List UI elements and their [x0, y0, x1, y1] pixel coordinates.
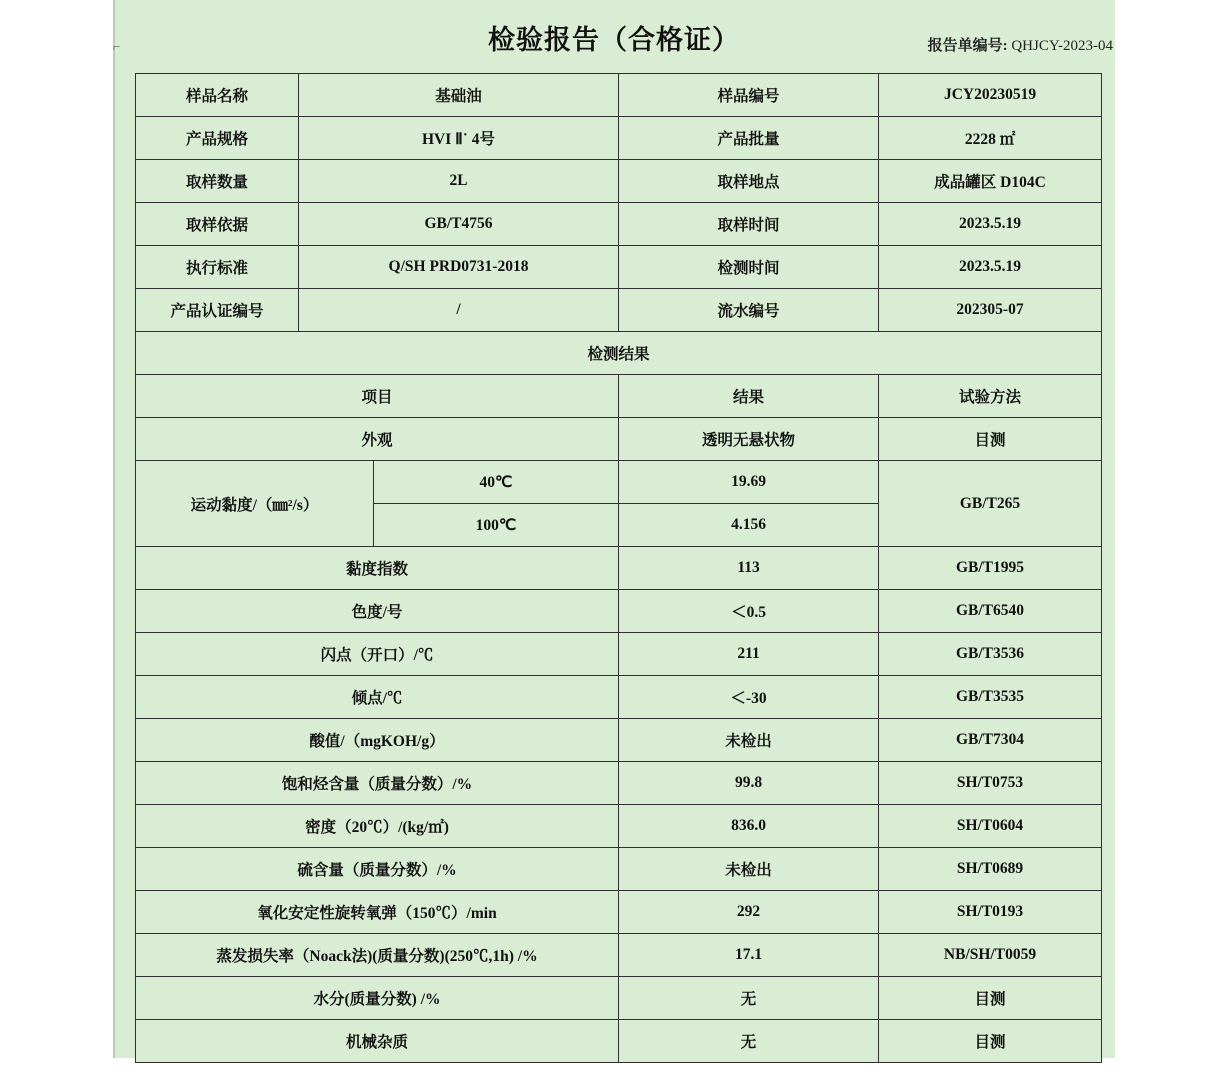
section-title-row	[136, 332, 1102, 375]
result-method-sulfur: SH/T0689	[879, 848, 1102, 891]
result-method-color: GB/T6540	[879, 590, 1102, 633]
table-row	[136, 246, 1102, 289]
table-row	[136, 676, 1102, 719]
result-method-flash-point: GB/T3536	[879, 633, 1102, 676]
table-row	[136, 461, 1102, 504]
table-row	[136, 805, 1102, 848]
table-row	[136, 719, 1102, 762]
info-label-batch: 产品批量	[619, 117, 879, 160]
result-item-noack: 蒸发损失率（Noack法)(质量分数)(250℃,1h) /%	[136, 934, 619, 977]
info-label-sampling-time: 取样时间	[619, 203, 879, 246]
table-row	[136, 762, 1102, 805]
result-item-oxidation-stability: 氧化安定性旋转氧弹（150℃）/min	[136, 891, 619, 934]
result-value-viscosity-40c: 19.69	[619, 461, 879, 504]
table-row	[136, 590, 1102, 633]
table-row	[136, 977, 1102, 1020]
info-label-serial-no: 流水编号	[619, 289, 879, 332]
result-value-water: 无	[619, 977, 879, 1020]
table-row	[136, 418, 1102, 461]
result-method-water: 目测	[879, 977, 1102, 1020]
result-method-acid-value: GB/T7304	[879, 719, 1102, 762]
result-value-acid-value: 未检出	[619, 719, 879, 762]
document-sheet	[113, 0, 1115, 1058]
info-label-standard: 执行标准	[136, 246, 299, 289]
info-label-test-time: 检测时间	[619, 246, 879, 289]
report-number-label: 报告单编号:	[927, 38, 1008, 54]
result-item-saturates: 饱和烃含量（质量分数）/%	[136, 762, 619, 805]
report-number	[928, 34, 1113, 55]
column-header-result: 结果	[619, 375, 879, 418]
result-method-appearance: 目测	[879, 418, 1102, 461]
result-method-noack: NB/SH/T0059	[879, 934, 1102, 977]
info-value-location: 成品罐区 D104C	[879, 160, 1102, 203]
info-value-test-time: 2023.5.19	[879, 246, 1102, 289]
table-row	[136, 848, 1102, 891]
result-value-color: ＜0.5	[619, 590, 879, 633]
column-header-method: 试验方法	[879, 375, 1102, 418]
result-method-mechanical-impurities: 目测	[879, 1020, 1102, 1063]
page-title: 检验报告（合格证）	[488, 25, 740, 55]
result-item-sulfur: 硫含量（质量分数）/%	[136, 848, 619, 891]
table-row	[136, 934, 1102, 977]
table-row	[136, 891, 1102, 934]
info-value-cert-no: /	[299, 289, 619, 332]
result-method-viscosity-index: GB/T1995	[879, 547, 1102, 590]
result-item-mechanical-impurities: 机械杂质	[136, 1020, 619, 1063]
table-row	[136, 1020, 1102, 1063]
results-header-row	[136, 375, 1102, 418]
info-label-basis: 取样依据	[136, 203, 299, 246]
info-value-standard: Q/SH PRD0731-2018	[299, 246, 619, 289]
result-subitem-40c: 40℃	[374, 461, 619, 504]
result-value-saturates: 99.8	[619, 762, 879, 805]
result-value-oxidation-stability: 292	[619, 891, 879, 934]
result-subitem-100c: 100℃	[374, 504, 619, 547]
result-method-saturates: SH/T0753	[879, 762, 1102, 805]
table-row	[136, 160, 1102, 203]
info-value-sample-name: 基础油	[299, 74, 619, 117]
column-header-item: 项目	[136, 375, 619, 418]
page-margin-rule	[113, 0, 115, 1058]
info-label-spec: 产品规格	[136, 117, 299, 160]
result-method-density: SH/T0604	[879, 805, 1102, 848]
result-value-density: 836.0	[619, 805, 879, 848]
info-value-sample-no: JCY20230519	[879, 74, 1102, 117]
table-row	[136, 633, 1102, 676]
result-item-viscosity-index: 黏度指数	[136, 547, 619, 590]
result-value-flash-point: 211	[619, 633, 879, 676]
result-item-acid-value: 酸值/（mgKOH/g）	[136, 719, 619, 762]
table-row	[136, 203, 1102, 246]
info-value-sampling-time: 2023.5.19	[879, 203, 1102, 246]
margin-marker-icon: ⌐	[113, 39, 121, 54]
section-title: 检测结果	[136, 332, 1102, 375]
info-label-sample-name: 样品名称	[136, 74, 299, 117]
info-label-quantity: 取样数量	[136, 160, 299, 203]
result-value-viscosity-index: 113	[619, 547, 879, 590]
result-value-pour-point: ＜-30	[619, 676, 879, 719]
info-value-serial-no: 202305-07	[879, 289, 1102, 332]
table-row	[136, 547, 1102, 590]
table-row	[136, 74, 1102, 117]
document-header	[113, 18, 1115, 66]
info-label-location: 取样地点	[619, 160, 879, 203]
result-value-sulfur: 未检出	[619, 848, 879, 891]
result-item-appearance: 外观	[136, 418, 619, 461]
info-label-cert-no: 产品认证编号	[136, 289, 299, 332]
result-item-water: 水分(质量分数) /%	[136, 977, 619, 1020]
info-label-sample-no: 样品编号	[619, 74, 879, 117]
result-method-oxidation-stability: SH/T0193	[879, 891, 1102, 934]
report-number-value: QHJCY-2023-04	[1011, 38, 1113, 54]
result-item-flash-point: 闪点（开口）/℃	[136, 633, 619, 676]
info-value-basis: GB/T4756	[299, 203, 619, 246]
result-method-viscosity: GB/T265	[879, 461, 1102, 547]
result-item-kinematic-viscosity: 运动黏度/（㎜²/s）	[136, 461, 374, 547]
result-value-appearance: 透明无悬状物	[619, 418, 879, 461]
info-value-batch: 2228 ㎡	[879, 117, 1102, 160]
table-row	[136, 289, 1102, 332]
result-item-pour-point: 倾点/℃	[136, 676, 619, 719]
table-row	[136, 117, 1102, 160]
result-item-color: 色度/号	[136, 590, 619, 633]
result-value-mechanical-impurities: 无	[619, 1020, 879, 1063]
info-value-spec: HVI Ⅱ˙ 4号	[299, 117, 619, 160]
result-value-viscosity-100c: 4.156	[619, 504, 879, 547]
report-table	[135, 73, 1102, 1063]
result-item-density: 密度（20℃）/(kg/㎡)	[136, 805, 619, 848]
result-value-noack: 17.1	[619, 934, 879, 977]
result-method-pour-point: GB/T3535	[879, 676, 1102, 719]
info-value-quantity: 2L	[299, 160, 619, 203]
